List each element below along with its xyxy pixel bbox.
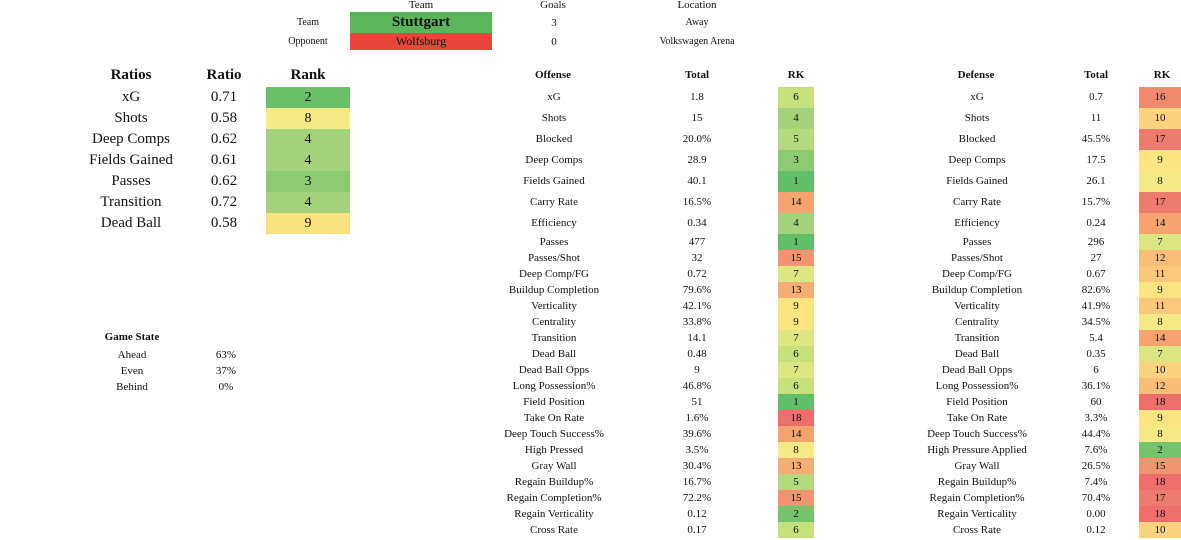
defense-stat-rank: 14 [1139, 213, 1181, 234]
defense-stat-rank: 10 [1139, 362, 1181, 378]
ratios-header: Ratios [110, 67, 152, 83]
match-location: Away [685, 17, 709, 28]
offense-stat-name: Shots [541, 112, 567, 124]
defense-stat-rank: 8 [1139, 314, 1181, 330]
defense-stat-name: Blocked [958, 133, 996, 145]
offense-stat-total: 30.4% [682, 460, 712, 472]
defense-stat-total: 11 [1090, 112, 1102, 124]
offense-stat-total: 0.72 [687, 268, 707, 280]
offense-stat-rank: 3 [778, 150, 814, 171]
offense-stat-rank: 4 [778, 108, 814, 129]
offense-stat-name: xG [547, 91, 561, 103]
ratio-value: 0.71 [210, 89, 238, 105]
game-state-value: 63% [215, 349, 237, 361]
offense-stat-name: Deep Comp/FG [519, 268, 589, 280]
goals-column-header: Goals [540, 0, 566, 11]
defense-stat-total: 82.6% [1081, 284, 1111, 296]
defense-stat-total: 7.4% [1084, 476, 1108, 488]
offense-stat-rank: 5 [778, 129, 814, 150]
offense-stat-total: 20.0% [682, 133, 712, 145]
defense-stat-rank: 10 [1139, 522, 1181, 538]
offense-stat-name: Transition [531, 332, 577, 344]
defense-stat-total: 15.7% [1081, 196, 1111, 208]
offense-stat-total: 46.8% [682, 380, 712, 392]
offense-stat-name: Regain Buildup% [514, 476, 594, 488]
defense-stat-name: Passes/Shot [951, 252, 1003, 264]
defense-stat-rank: 14 [1139, 330, 1181, 346]
defense-stat-rank: 8 [1139, 171, 1181, 192]
offense-stat-name: Regain Verticality [514, 508, 594, 520]
offense-stat-name: Blocked [535, 133, 573, 145]
defense-stat-total: 41.9% [1081, 300, 1111, 312]
offense-stat-rank: 9 [778, 298, 814, 314]
offense-stat-rank: 8 [778, 442, 814, 458]
team-name: Stuttgart [350, 12, 492, 33]
offense-stat-total: 0.12 [687, 508, 707, 520]
offense-stat-name: Deep Touch Success% [504, 428, 604, 440]
offense-stat-total: 72.2% [682, 492, 712, 504]
ratio-name: Passes [111, 173, 151, 189]
ratio-rank-cell: 8 [266, 108, 350, 129]
game-state-value: 0% [218, 381, 234, 393]
defense-stat-rank: 7 [1139, 234, 1181, 250]
game-state-value: 37% [215, 365, 237, 377]
offense-stat-rank: 7 [778, 330, 814, 346]
offense-stat-total: 0.17 [687, 524, 707, 536]
offense-stat-name: Efficiency [531, 217, 577, 229]
offense-stat-total: 1.8 [690, 91, 704, 103]
offense-stat-name: Carry Rate [530, 196, 578, 208]
opponent-label: Opponent [288, 36, 328, 47]
offense-stat-total: 51 [691, 396, 703, 408]
offense-stat-total: 15 [691, 112, 703, 124]
offense-stat-rank: 14 [778, 426, 814, 442]
offense-stat-rank: 14 [778, 192, 814, 213]
offense-rk-header: RK [787, 69, 805, 81]
defense-stat-rank: 2 [1139, 442, 1181, 458]
defense-stat-name: Gray Wall [954, 460, 1000, 472]
offense-stat-name: Dead Ball [531, 348, 577, 360]
defense-stat-rank: 17 [1139, 490, 1181, 506]
offense-stat-rank: 5 [778, 474, 814, 490]
offense-stat-name: Passes/Shot [528, 252, 580, 264]
defense-stat-name: Dead Ball [954, 348, 1000, 360]
ratio-rank-cell: 9 [266, 213, 350, 234]
defense-stat-rank: 9 [1139, 282, 1181, 298]
ratio-name: Shots [114, 110, 148, 126]
offense-stat-name: Dead Ball Opps [518, 364, 590, 376]
defense-stat-name: Shots [964, 112, 990, 124]
defense-stat-total: 17.5 [1086, 154, 1106, 166]
offense-stat-total: 1.6% [685, 412, 709, 424]
offense-stat-name: Buildup Completion [508, 284, 600, 296]
offense-stat-total: 0.34 [687, 217, 707, 229]
offense-stat-name: High Pressed [524, 444, 584, 456]
ratio-value: 0.61 [210, 152, 238, 168]
defense-stat-total: 36.1% [1081, 380, 1111, 392]
defense-stat-name: Centrality [955, 316, 999, 328]
defense-stat-rank: 18 [1139, 394, 1181, 410]
defense-stat-total: 0.7 [1089, 91, 1103, 103]
offense-stat-name: Take On Rate [523, 412, 585, 424]
defense-stat-total: 27 [1090, 252, 1102, 264]
offense-stat-name: Fields Gained [523, 175, 585, 187]
defense-stat-name: Verticality [954, 300, 1000, 312]
offense-stat-total: 0.48 [687, 348, 707, 360]
offense-stat-rank: 6 [778, 378, 814, 394]
game-state-title: Game State [104, 331, 160, 343]
defense-stat-total: 296 [1087, 236, 1105, 248]
ratio-value: 0.62 [210, 173, 238, 189]
offense-stat-rank: 6 [778, 522, 814, 538]
offense-stat-name: Verticality [531, 300, 577, 312]
defense-stat-name: Cross Rate [953, 524, 1001, 536]
defense-stat-name: Deep Comps [948, 154, 1006, 166]
game-state-label: Even [120, 365, 144, 377]
defense-stat-total: 26.1 [1086, 175, 1106, 187]
defense-stat-total: 26.5% [1081, 460, 1111, 472]
defense-stat-total: 5.4 [1089, 332, 1103, 344]
offense-stat-rank: 15 [778, 490, 814, 506]
defense-stat-total: 60 [1090, 396, 1102, 408]
defense-header: Defense [957, 69, 995, 81]
offense-stat-total: 32 [691, 252, 703, 264]
ratio-value: 0.58 [210, 110, 238, 126]
defense-stat-name: High Pressure Applied [927, 444, 1027, 456]
defense-stat-name: Deep Comp/FG [942, 268, 1012, 280]
location-column-header: Location [677, 0, 717, 11]
offense-stat-rank: 1 [778, 234, 814, 250]
ratio-name: xG [121, 89, 141, 105]
offense-stat-rank: 13 [778, 282, 814, 298]
defense-total-header: Total [1083, 69, 1109, 81]
defense-stat-total: 0.67 [1086, 268, 1106, 280]
ratio-rank-cell: 4 [266, 192, 350, 213]
defense-stat-rank: 7 [1139, 346, 1181, 362]
offense-stat-rank: 9 [778, 314, 814, 330]
ratio-value: 0.58 [210, 215, 238, 231]
ratio-header: Ratio [206, 67, 242, 83]
defense-stat-name: Regain Buildup% [937, 476, 1017, 488]
defense-stat-total: 45.5% [1081, 133, 1111, 145]
offense-stat-rank: 1 [778, 394, 814, 410]
offense-stat-name: Field Position [523, 396, 585, 408]
opponent-name: Wolfsburg [350, 33, 492, 50]
defense-stat-total: 0.12 [1086, 524, 1106, 536]
offense-stat-total: 33.8% [682, 316, 712, 328]
game-state-label: Behind [116, 381, 148, 393]
offense-stat-total: 28.9 [687, 154, 707, 166]
offense-stat-rank: 13 [778, 458, 814, 474]
defense-stat-total: 6 [1093, 364, 1099, 376]
defense-stat-rank: 12 [1139, 378, 1181, 394]
offense-header: Offense [534, 69, 572, 81]
offense-stat-rank: 4 [778, 213, 814, 234]
offense-stat-total: 3.5% [685, 444, 709, 456]
offense-stat-total: 40.1 [687, 175, 707, 187]
offense-total-header: Total [684, 69, 710, 81]
defense-stat-rank: 17 [1139, 192, 1181, 213]
ratio-rank-cell: 3 [266, 171, 350, 192]
offense-stat-total: 9 [694, 364, 700, 376]
defense-stat-rank: 9 [1139, 150, 1181, 171]
defense-stat-rank: 12 [1139, 250, 1181, 266]
offense-stat-name: Passes [539, 236, 569, 248]
defense-stat-name: Buildup Completion [931, 284, 1023, 296]
defense-stat-total: 0.24 [1086, 217, 1106, 229]
defense-stat-name: Field Position [946, 396, 1008, 408]
defense-stat-name: Regain Verticality [937, 508, 1017, 520]
ratio-name: Deep Comps [92, 131, 170, 147]
defense-stat-rank: 11 [1139, 266, 1181, 282]
offense-stat-name: Regain Completion% [506, 492, 602, 504]
defense-stat-total: 44.4% [1081, 428, 1111, 440]
offense-stat-rank: 15 [778, 250, 814, 266]
offense-stat-total: 39.6% [682, 428, 712, 440]
defense-rk-header: RK [1153, 69, 1171, 81]
offense-stat-total: 477 [688, 236, 706, 248]
offense-stat-name: Long Possession% [512, 380, 596, 392]
ratio-rank-cell: 4 [266, 129, 350, 150]
defense-stat-rank: 10 [1139, 108, 1181, 129]
opponent-goals: 0 [551, 36, 557, 48]
ratio-rank-cell: 4 [266, 150, 350, 171]
defense-stat-total: 3.3% [1084, 412, 1108, 424]
offense-stat-name: Cross Rate [530, 524, 578, 536]
offense-stat-name: Gray Wall [531, 460, 577, 472]
defense-stat-total: 70.4% [1081, 492, 1111, 504]
team-goals: 3 [551, 17, 557, 29]
defense-stat-name: Fields Gained [946, 175, 1008, 187]
offense-stat-total: 14.1 [687, 332, 707, 344]
ratio-name: Transition [100, 194, 162, 210]
ratio-value: 0.72 [210, 194, 238, 210]
offense-stat-rank: 7 [778, 362, 814, 378]
team-label: Team [296, 17, 320, 28]
defense-stat-total: 0.35 [1086, 348, 1106, 360]
defense-stat-name: Transition [954, 332, 1000, 344]
defense-stat-rank: 15 [1139, 458, 1181, 474]
defense-stat-total: 34.5% [1081, 316, 1111, 328]
offense-stat-rank: 6 [778, 346, 814, 362]
offense-stat-rank: 7 [778, 266, 814, 282]
defense-stat-rank: 18 [1139, 474, 1181, 490]
ratio-rank-cell: 2 [266, 87, 350, 108]
defense-stat-rank: 18 [1139, 506, 1181, 522]
defense-stat-rank: 16 [1139, 87, 1181, 108]
game-state-label: Ahead [117, 349, 147, 361]
offense-stat-total: 16.7% [682, 476, 712, 488]
offense-stat-name: Centrality [532, 316, 576, 328]
ratio-name: Fields Gained [89, 152, 173, 168]
match-venue: Volkswagen Arena [659, 36, 735, 47]
defense-stat-name: Long Possession% [935, 380, 1019, 392]
offense-stat-total: 79.6% [682, 284, 712, 296]
offense-stat-rank: 18 [778, 410, 814, 426]
defense-stat-name: Carry Rate [953, 196, 1001, 208]
defense-stat-rank: 11 [1139, 298, 1181, 314]
defense-stat-rank: 17 [1139, 129, 1181, 150]
offense-stat-rank: 6 [778, 87, 814, 108]
defense-stat-name: Take On Rate [946, 412, 1008, 424]
defense-stat-rank: 8 [1139, 426, 1181, 442]
offense-stat-total: 42.1% [682, 300, 712, 312]
offense-stat-total: 16.5% [682, 196, 712, 208]
defense-stat-name: Passes [962, 236, 992, 248]
defense-stat-name: Dead Ball Opps [941, 364, 1013, 376]
defense-stat-name: Regain Completion% [929, 492, 1025, 504]
defense-stat-name: Efficiency [954, 217, 1000, 229]
defense-stat-total: 0.00 [1086, 508, 1106, 520]
defense-stat-rank: 9 [1139, 410, 1181, 426]
team-column-header: Team [408, 0, 434, 11]
offense-stat-rank: 1 [778, 171, 814, 192]
offense-stat-name: Deep Comps [525, 154, 583, 166]
offense-stat-rank: 2 [778, 506, 814, 522]
defense-stat-total: 7.6% [1084, 444, 1108, 456]
defense-stat-name: xG [970, 91, 984, 103]
rank-header: Rank [290, 67, 326, 83]
defense-stat-name: Deep Touch Success% [927, 428, 1027, 440]
ratio-value: 0.62 [210, 131, 238, 147]
ratio-name: Dead Ball [100, 215, 162, 231]
